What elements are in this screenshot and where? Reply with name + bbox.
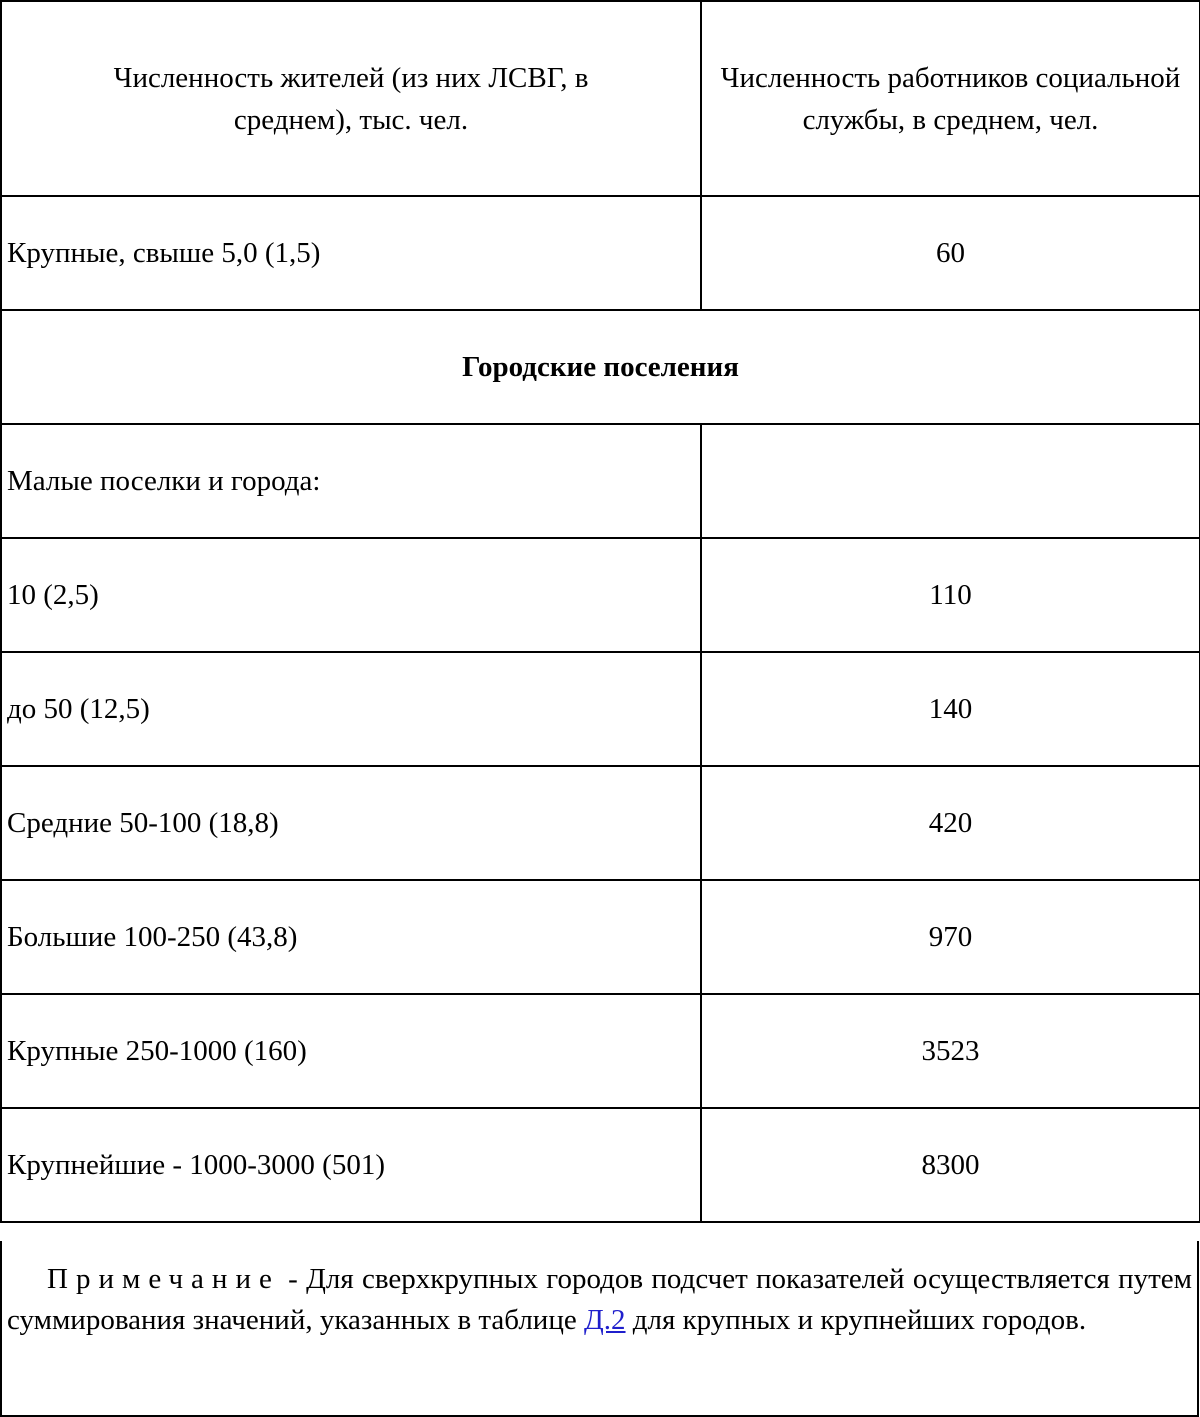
- row-label: Крупные, свыше 5,0 (1,5): [1, 196, 701, 310]
- row-value: 420: [701, 766, 1200, 880]
- table-row: [1, 766, 1200, 880]
- row-label: до 50 (12,5): [1, 652, 701, 766]
- row-label: Крупные 250-1000 (160): [1, 994, 701, 1108]
- table-row: [1, 1108, 1200, 1222]
- table-row: [1, 994, 1200, 1108]
- section-heading: Городские поселения: [1, 310, 1200, 424]
- row-label: Малые поселки и города:: [1, 424, 701, 538]
- table-row: [1, 538, 1200, 652]
- note-lead: Примечание: [47, 1263, 280, 1295]
- table-row: [1, 424, 1200, 538]
- row-value: 140: [701, 652, 1200, 766]
- row-value: 3523: [701, 994, 1200, 1108]
- row-value: [701, 424, 1200, 538]
- row-label: Большие 100-250 (43,8): [1, 880, 701, 994]
- row-label: Крупнейшие - 1000-3000 (501): [1, 1108, 701, 1222]
- table-note: [0, 1241, 1199, 1417]
- header-population: Численность жителей (из них ЛСВГ, в среднем), тыс. чел.: [1, 1, 701, 196]
- note-text-after-link: для крупных и крупнейших городов.: [625, 1304, 1087, 1336]
- row-value: 8300: [701, 1108, 1200, 1222]
- section-row: [1, 310, 1200, 424]
- row-label: 10 (2,5): [1, 538, 701, 652]
- row-value: 970: [701, 880, 1200, 994]
- note-text-before-link: - Для сверхкрупных городов подсчет показателей осуществляется путем суммирования значений, указанных в таблице: [7, 1263, 1192, 1336]
- table-row: [1, 196, 1200, 310]
- table-row: [1, 652, 1200, 766]
- table-reference-link[interactable]: Д.2: [583, 1304, 626, 1336]
- row-value: 110: [701, 538, 1200, 652]
- table-header-row: [1, 1, 1200, 196]
- row-label: Средние 50-100 (18,8): [1, 766, 701, 880]
- row-value: 60: [701, 196, 1200, 310]
- table-row: [1, 880, 1200, 994]
- header-social-workers: Численность работников социальной службы, в среднем, чел.: [701, 1, 1200, 196]
